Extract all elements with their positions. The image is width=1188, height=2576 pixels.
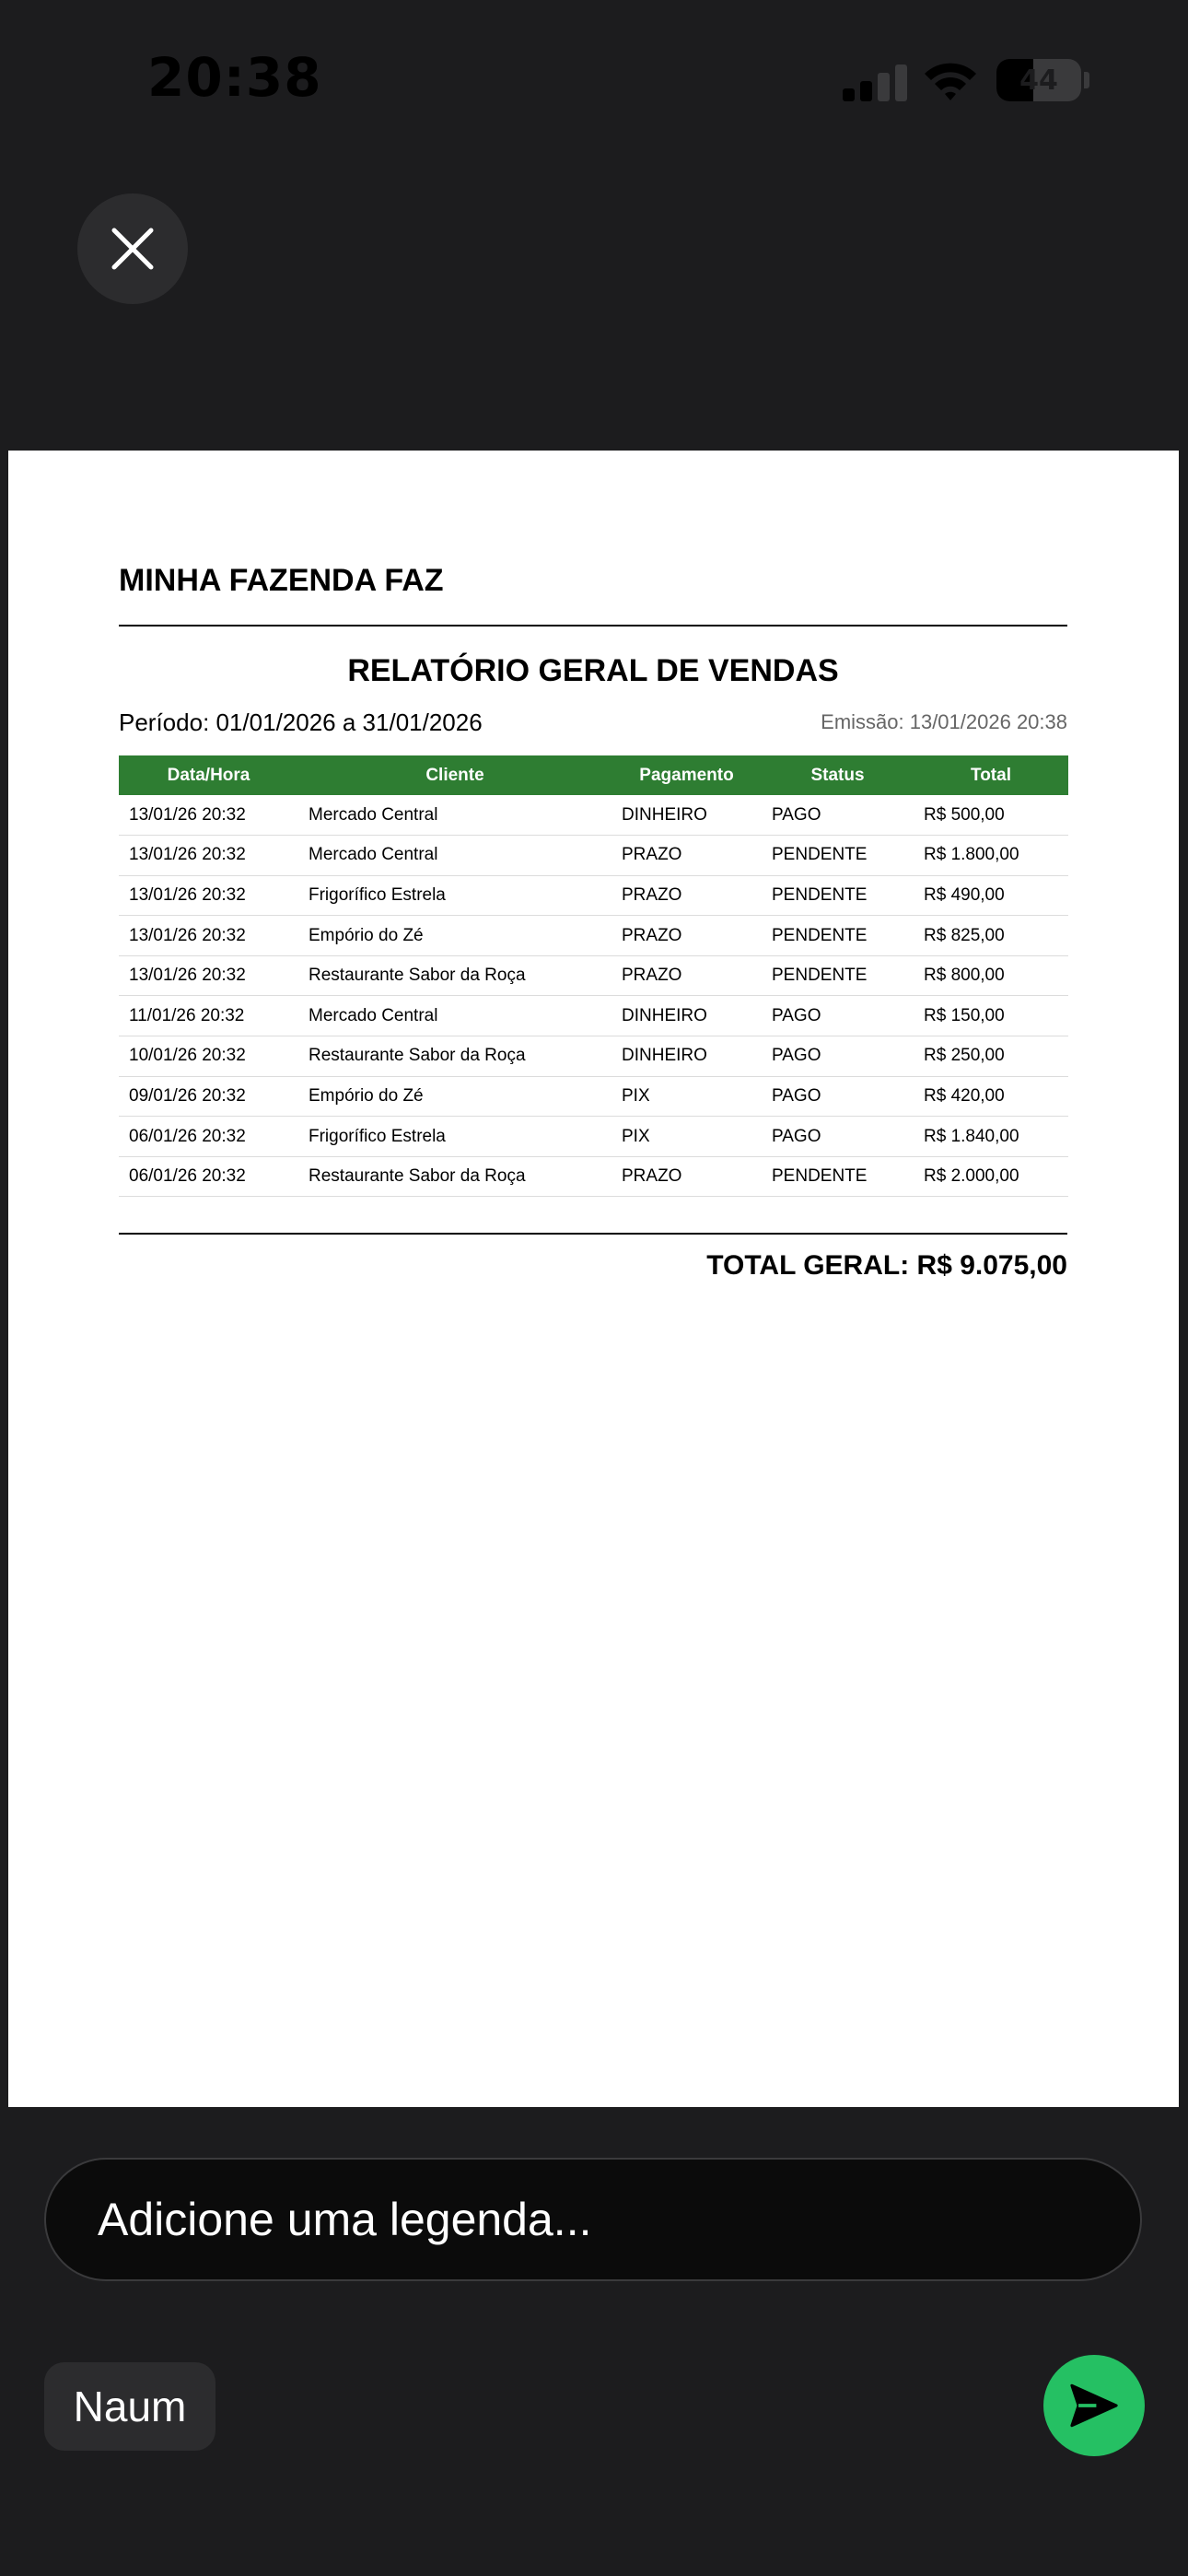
- cell-client: Mercado Central: [298, 996, 611, 1036]
- divider: [119, 1233, 1067, 1235]
- grand-total: TOTAL GERAL: R$ 9.075,00: [706, 1250, 1067, 1281]
- cell-total: R$ 250,00: [914, 1036, 1068, 1077]
- cell-date: 10/01/26 20:32: [119, 1036, 298, 1077]
- table-row: [119, 795, 1068, 836]
- cell-payment: PRAZO: [611, 955, 762, 996]
- send-icon: [1067, 2379, 1121, 2432]
- cell-total: R$ 150,00: [914, 996, 1068, 1036]
- cell-status: PENDENTE: [762, 875, 914, 916]
- column-header-client: Cliente: [298, 755, 611, 795]
- cell-date: 13/01/26 20:32: [119, 875, 298, 916]
- cell-payment: DINHEIRO: [611, 795, 762, 836]
- table-header-row: [119, 755, 1068, 795]
- status-bar: [0, 0, 1188, 157]
- table-row: [119, 1156, 1068, 1197]
- cell-payment: PRAZO: [611, 1156, 762, 1197]
- cell-client: Mercado Central: [298, 836, 611, 876]
- status-time: 20:38: [147, 46, 322, 109]
- battery-level: 44: [1019, 64, 1058, 97]
- cell-client: Restaurante Sabor da Roça: [298, 1156, 611, 1197]
- cell-date: 11/01/26 20:32: [119, 996, 298, 1036]
- caption-field[interactable]: [44, 2158, 1142, 2281]
- cell-date: 13/01/26 20:32: [119, 795, 298, 836]
- cell-date: 13/01/26 20:32: [119, 836, 298, 876]
- divider: [119, 625, 1067, 626]
- cell-date: 09/01/26 20:32: [119, 1076, 298, 1117]
- cell-payment: DINHEIRO: [611, 1036, 762, 1077]
- cell-date: 13/01/26 20:32: [119, 955, 298, 996]
- cell-status: PENDENTE: [762, 836, 914, 876]
- cell-status: PAGO: [762, 1076, 914, 1117]
- cell-payment: PRAZO: [611, 836, 762, 876]
- sales-table: [119, 755, 1068, 1197]
- cell-date: 06/01/26 20:32: [119, 1156, 298, 1197]
- cell-total: R$ 420,00: [914, 1076, 1068, 1117]
- cell-client: Frigorífico Estrela: [298, 1117, 611, 1157]
- cell-client: Mercado Central: [298, 795, 611, 836]
- report-period: Período: 01/01/2026 a 31/01/2026: [119, 708, 483, 736]
- cell-status: PENDENTE: [762, 1156, 914, 1197]
- cell-status: PAGO: [762, 1117, 914, 1157]
- cellular-signal-icon: [843, 64, 909, 101]
- close-button[interactable]: [77, 193, 188, 304]
- table-row: [119, 875, 1068, 916]
- battery-tip: [1084, 72, 1089, 88]
- column-header-payment: Pagamento: [611, 755, 762, 795]
- cell-client: Empório do Zé: [298, 1076, 611, 1117]
- wifi-icon: [921, 59, 980, 101]
- company-name: MINHA FAZENDA FAZ: [119, 563, 444, 598]
- cell-total: R$ 1.800,00: [914, 836, 1068, 876]
- cell-date: 13/01/26 20:32: [119, 916, 298, 956]
- cell-status: PAGO: [762, 795, 914, 836]
- cell-payment: PRAZO: [611, 916, 762, 956]
- cell-payment: PIX: [611, 1076, 762, 1117]
- cell-total: R$ 825,00: [914, 916, 1068, 956]
- cell-client: Restaurante Sabor da Roça: [298, 955, 611, 996]
- column-header-status: Status: [762, 755, 914, 795]
- cell-status: PAGO: [762, 996, 914, 1036]
- table-row: [119, 1117, 1068, 1157]
- send-button[interactable]: [1043, 2355, 1145, 2456]
- column-header-total: Total: [914, 755, 1068, 795]
- cell-total: R$ 800,00: [914, 955, 1068, 996]
- table-body: [119, 795, 1068, 1197]
- cell-total: R$ 500,00: [914, 795, 1068, 836]
- cell-status: PAGO: [762, 1036, 914, 1077]
- report-title: RELATÓRIO GERAL DE VENDAS: [347, 653, 839, 688]
- table-row: [119, 955, 1068, 996]
- cell-total: R$ 490,00: [914, 875, 1068, 916]
- cell-total: R$ 1.840,00: [914, 1117, 1068, 1157]
- column-header-date: Data/Hora: [119, 755, 298, 795]
- close-icon: [111, 227, 155, 271]
- cell-client: Restaurante Sabor da Roça: [298, 1036, 611, 1077]
- cell-payment: DINHEIRO: [611, 996, 762, 1036]
- cell-payment: PIX: [611, 1117, 762, 1157]
- battery-icon: [996, 59, 1081, 101]
- cell-status: PENDENTE: [762, 916, 914, 956]
- report-emission: Emissão: 13/01/2026 20:38: [821, 710, 1067, 733]
- cell-client: Frigorífico Estrela: [298, 875, 611, 916]
- cell-client: Empório do Zé: [298, 916, 611, 956]
- document-preview: [8, 451, 1179, 2107]
- table-row: [119, 996, 1068, 1036]
- caption-input[interactable]: [98, 2160, 1140, 2279]
- table-row: [119, 1036, 1068, 1077]
- cell-total: R$ 2.000,00: [914, 1156, 1068, 1197]
- cell-status: PENDENTE: [762, 955, 914, 996]
- table-row: [119, 916, 1068, 956]
- recipient-chip[interactable]: Naum: [44, 2362, 215, 2451]
- table-row: [119, 836, 1068, 876]
- cell-payment: PRAZO: [611, 875, 762, 916]
- table-row: [119, 1076, 1068, 1117]
- cell-date: 06/01/26 20:32: [119, 1117, 298, 1157]
